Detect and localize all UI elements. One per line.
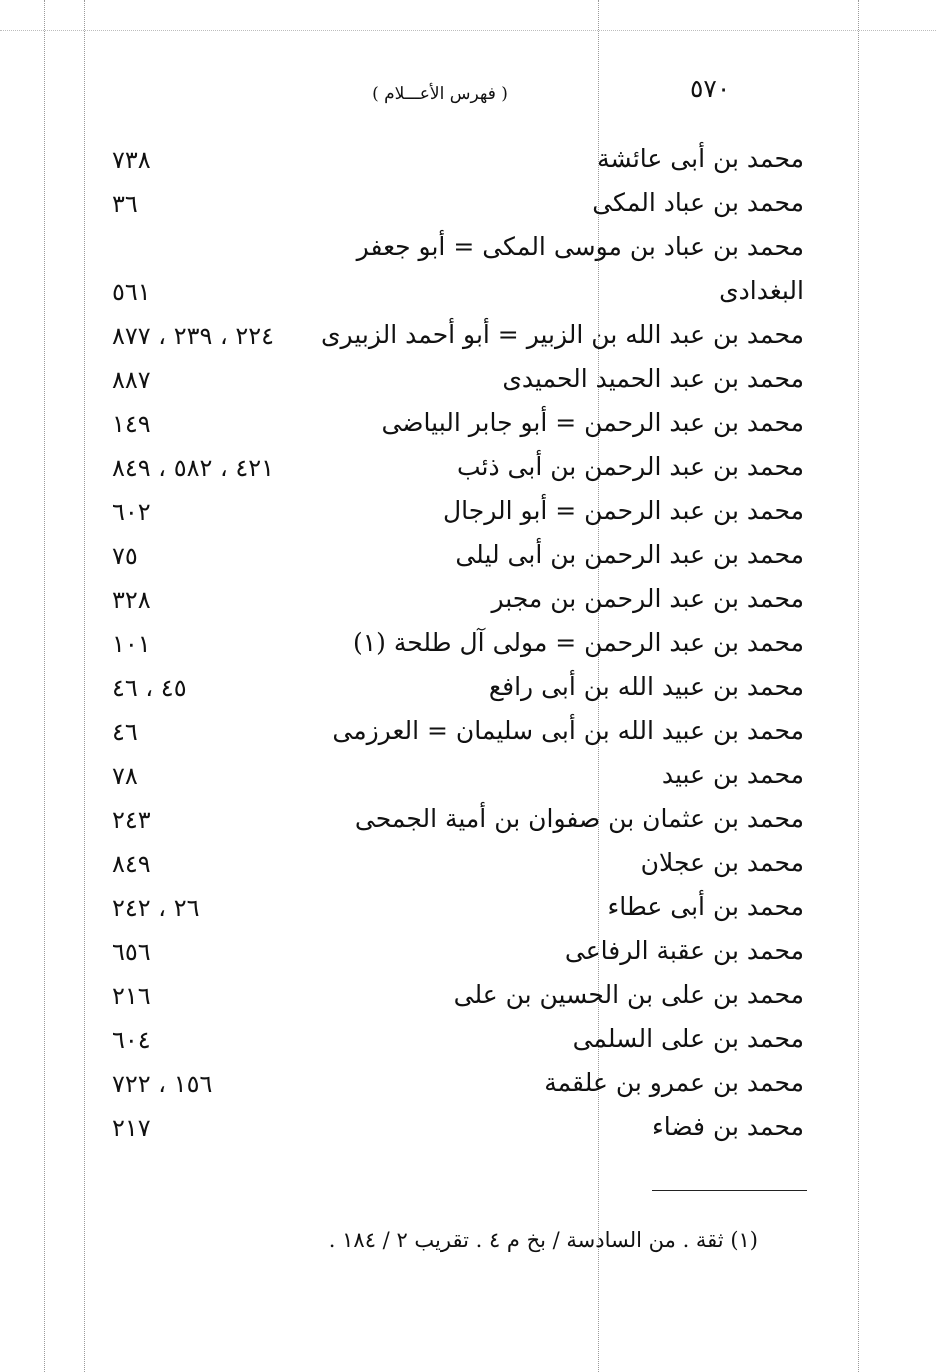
entry-name: محمد بن عباد المكى	[592, 188, 804, 217]
index-entry	[0, 756, 936, 800]
index-entry	[0, 404, 936, 448]
index-entry	[0, 1108, 936, 1152]
entry-name: محمد بن عثمان بن صفوان بن أمية الجمحى	[354, 804, 804, 833]
entry-pages: ٢٤٣	[112, 806, 151, 834]
index-entry	[0, 580, 936, 624]
entry-pages: ٥٦١	[112, 278, 151, 306]
index-entry	[0, 448, 936, 492]
index-entry	[0, 536, 936, 580]
entry-pages: ٢١٧	[112, 1114, 151, 1142]
page-number: ٥٧٠	[690, 74, 731, 103]
entry-pages: ٤٢١ ، ٥٨٢ ، ٨٤٩	[112, 454, 275, 482]
index-entry	[0, 1064, 936, 1108]
index-entry	[0, 140, 936, 184]
entry-pages: ٨٨٧	[112, 366, 151, 394]
entry-name: محمد بن عبد الرحمن = مولى آل طلحة (١)	[352, 628, 804, 657]
entry-name: محمد بن على بن الحسين بن على	[453, 980, 804, 1009]
entry-pages: ٢١٦	[112, 982, 151, 1010]
index-entry	[0, 1020, 936, 1064]
entry-name: محمد بن أبى عطاء	[607, 892, 804, 921]
index-entry	[0, 844, 936, 888]
index-entry	[0, 976, 936, 1020]
entry-pages: ٦٠٢	[112, 498, 151, 526]
entry-name: محمد بن عبيد	[661, 760, 804, 789]
entry-name: محمد بن عبد الرحمن بن أبى ليلى	[455, 540, 804, 569]
entry-pages: ٧٣٨	[112, 146, 151, 174]
entry-pages: ٧٥	[112, 542, 138, 570]
index-entry	[0, 668, 936, 712]
index-entries	[0, 140, 936, 1152]
index-entry	[0, 228, 936, 272]
entry-pages: ٤٦	[112, 718, 138, 746]
index-entry	[0, 932, 936, 976]
entry-pages: ٦٥٦	[112, 938, 151, 966]
entry-name: محمد بن على السلمى	[572, 1024, 804, 1053]
index-entry	[0, 492, 936, 536]
entry-pages: ١٤٩	[112, 410, 151, 438]
index-entry	[0, 272, 936, 316]
page-title: ( فهرس الأعـــلام )	[372, 84, 508, 104]
index-entry	[0, 800, 936, 844]
index-entry	[0, 184, 936, 228]
entry-name: محمد بن عبد الرحمن بن مجبر	[491, 584, 804, 613]
footnote-divider	[652, 1190, 807, 1191]
index-entry	[0, 316, 936, 360]
entry-pages: ٨٤٩	[112, 850, 151, 878]
entry-name: محمد بن عقبة الرفاعى	[564, 936, 804, 965]
entry-name: محمد بن عبد الله بن الزبير = أبو أحمد الزبيرى	[320, 320, 804, 349]
entry-pages: ٣٦	[112, 190, 138, 218]
entry-pages: ٢٦ ، ٢٤٢	[112, 894, 200, 922]
entry-pages: ٤٥ ، ٤٦	[112, 674, 187, 702]
entry-name: محمد بن عمرو بن علقمة	[544, 1068, 804, 1097]
footnote: (١) ثقة . من السادسة / بخ م ٤ . تقريب ٢ / ١٨٤ .	[328, 1228, 758, 1252]
entry-pages: ٣٢٨	[112, 586, 151, 614]
entry-name: البغدادى	[719, 276, 804, 305]
index-entry	[0, 888, 936, 932]
entry-name: محمد بن عبد الرحمن = أبو جابر البياضى	[381, 408, 804, 437]
scan-top-line	[0, 30, 936, 31]
index-entry	[0, 624, 936, 668]
entry-name: محمد بن عبد الرحمن = أبو الرجال	[442, 496, 804, 525]
entry-name: محمد بن عبد الرحمن بن أبى ذئب	[456, 452, 804, 481]
entry-name: محمد بن عبد الحميد الحميدى	[502, 364, 804, 393]
entry-name: محمد بن عبيد الله بن أبى رافع	[488, 672, 804, 701]
entry-pages: ٢٢٤ ، ٢٣٩ ، ٨٧٧	[112, 322, 275, 350]
entry-name: محمد بن عبيد الله بن أبى سليمان = العرزمى	[332, 716, 804, 745]
entry-name: محمد بن فضاء	[652, 1112, 804, 1141]
entry-name: محمد بن عجلان	[640, 848, 804, 877]
entry-pages: ١٠١	[112, 630, 151, 658]
index-entry	[0, 712, 936, 756]
entry-name: محمد بن عباد بن موسى المكى = أبو جعفر	[356, 232, 804, 261]
entry-pages: ١٥٦ ، ٧٢٢	[112, 1070, 213, 1098]
entry-pages: ٦٠٤	[112, 1026, 151, 1054]
entry-pages: ٧٨	[112, 762, 138, 790]
index-entry	[0, 360, 936, 404]
entry-name: محمد بن أبى عائشة	[597, 144, 804, 173]
